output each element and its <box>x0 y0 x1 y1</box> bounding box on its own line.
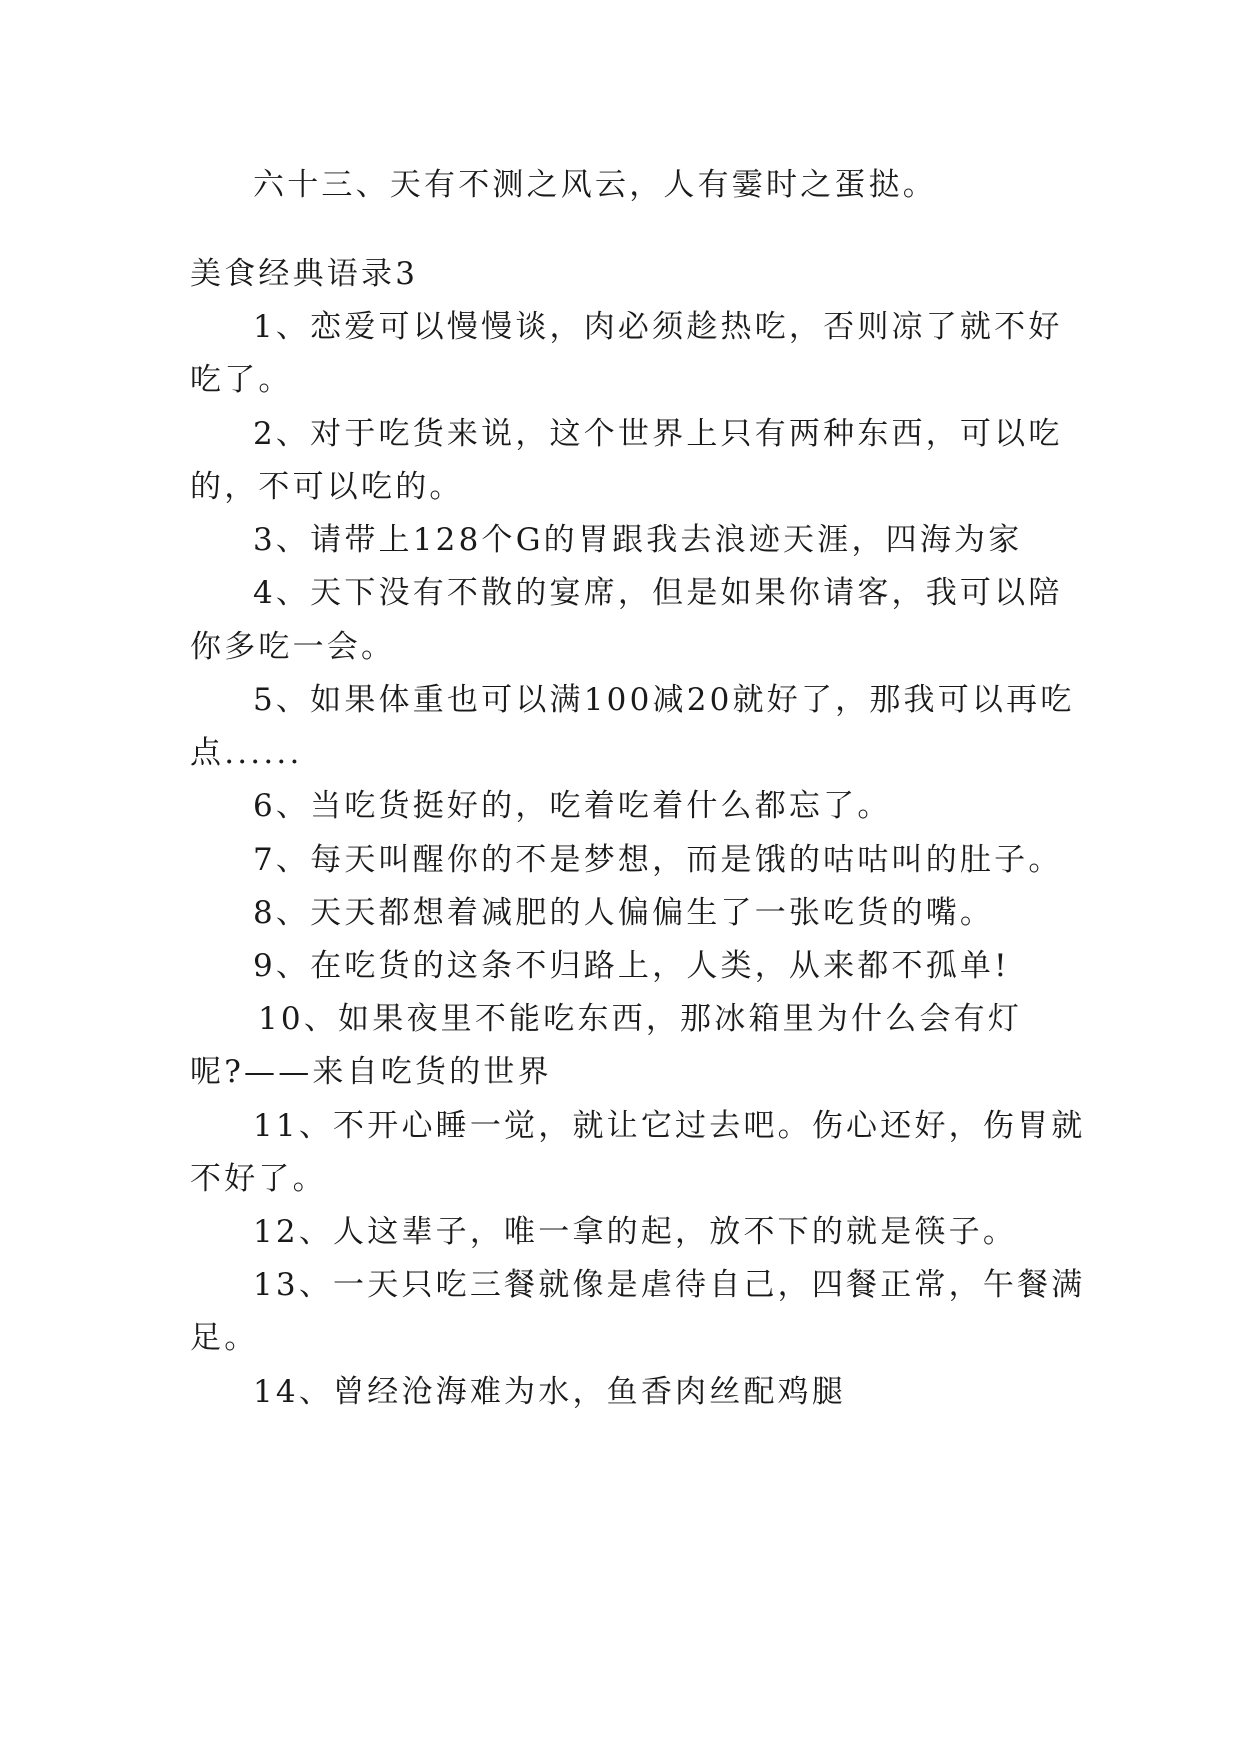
quote-9-line-1: 9、在吃货的这条不归路上，人类，从来都不孤单! <box>253 948 1010 984</box>
quote-7-line-1: 7、每天叫醒你的不是梦想，而是饿的咕咕叫的肚子。 <box>253 842 1063 878</box>
quote-14-line-1: 14、曾经沧海难为水，鱼香肉丝配鸡腿 <box>253 1374 847 1410</box>
quote-3-line-1: 3、请带上128个G的胃跟我去浪迹天涯，四海为家 <box>253 522 1023 558</box>
quote-11-line-1: 11、不开心睡一觉，就让它过去吧。伤心还好，伤胃就 <box>253 1108 1086 1144</box>
quote-4-line-2: 你多吃一会。 <box>190 629 396 665</box>
quote-1-line-2: 吃了。 <box>190 362 293 398</box>
quote-10-line-1: 10、如果夜里不能吃东西，那冰箱里为什么会有灯 <box>258 1001 1023 1037</box>
quote-1-line-1: 1、恋爱可以慢慢谈，肉必须趁热吃，否则凉了就不好 <box>253 309 1063 345</box>
quote-5-line-2: 点...... <box>190 735 303 771</box>
section-title: 美食经典语录3 <box>190 256 419 292</box>
quote-10-line-2: 呢?——来自吃货的世界 <box>190 1054 552 1090</box>
quote-8-line-1: 8、天天都想着减肥的人偏偏生了一张吃货的嘴。 <box>253 895 995 931</box>
intro-line: 六十三、天有不测之风云，人有霎时之蛋挞。 <box>253 167 937 203</box>
quote-13-line-1: 13、一天只吃三餐就像是虐待自己，四餐正常，午餐满 <box>253 1267 1086 1303</box>
quote-6-line-1: 6、当吃货挺好的，吃着吃着什么都忘了。 <box>253 788 892 824</box>
quote-2-line-2: 的，不可以吃的。 <box>190 469 464 505</box>
quote-5-line-1: 5、如果体重也可以满100减20就好了，那我可以再吃 <box>253 682 1075 718</box>
quote-2-line-1: 2、对于吃货来说，这个世界上只有两种东西，可以吃 <box>253 416 1063 452</box>
quote-12-line-1: 12、人这辈子，唯一拿的起，放不下的就是筷子。 <box>253 1214 1018 1250</box>
quote-4-line-1: 4、天下没有不散的宴席，但是如果你请客，我可以陪 <box>253 575 1063 611</box>
quote-13-line-2: 足。 <box>190 1320 259 1356</box>
quote-11-line-2: 不好了。 <box>190 1161 327 1197</box>
